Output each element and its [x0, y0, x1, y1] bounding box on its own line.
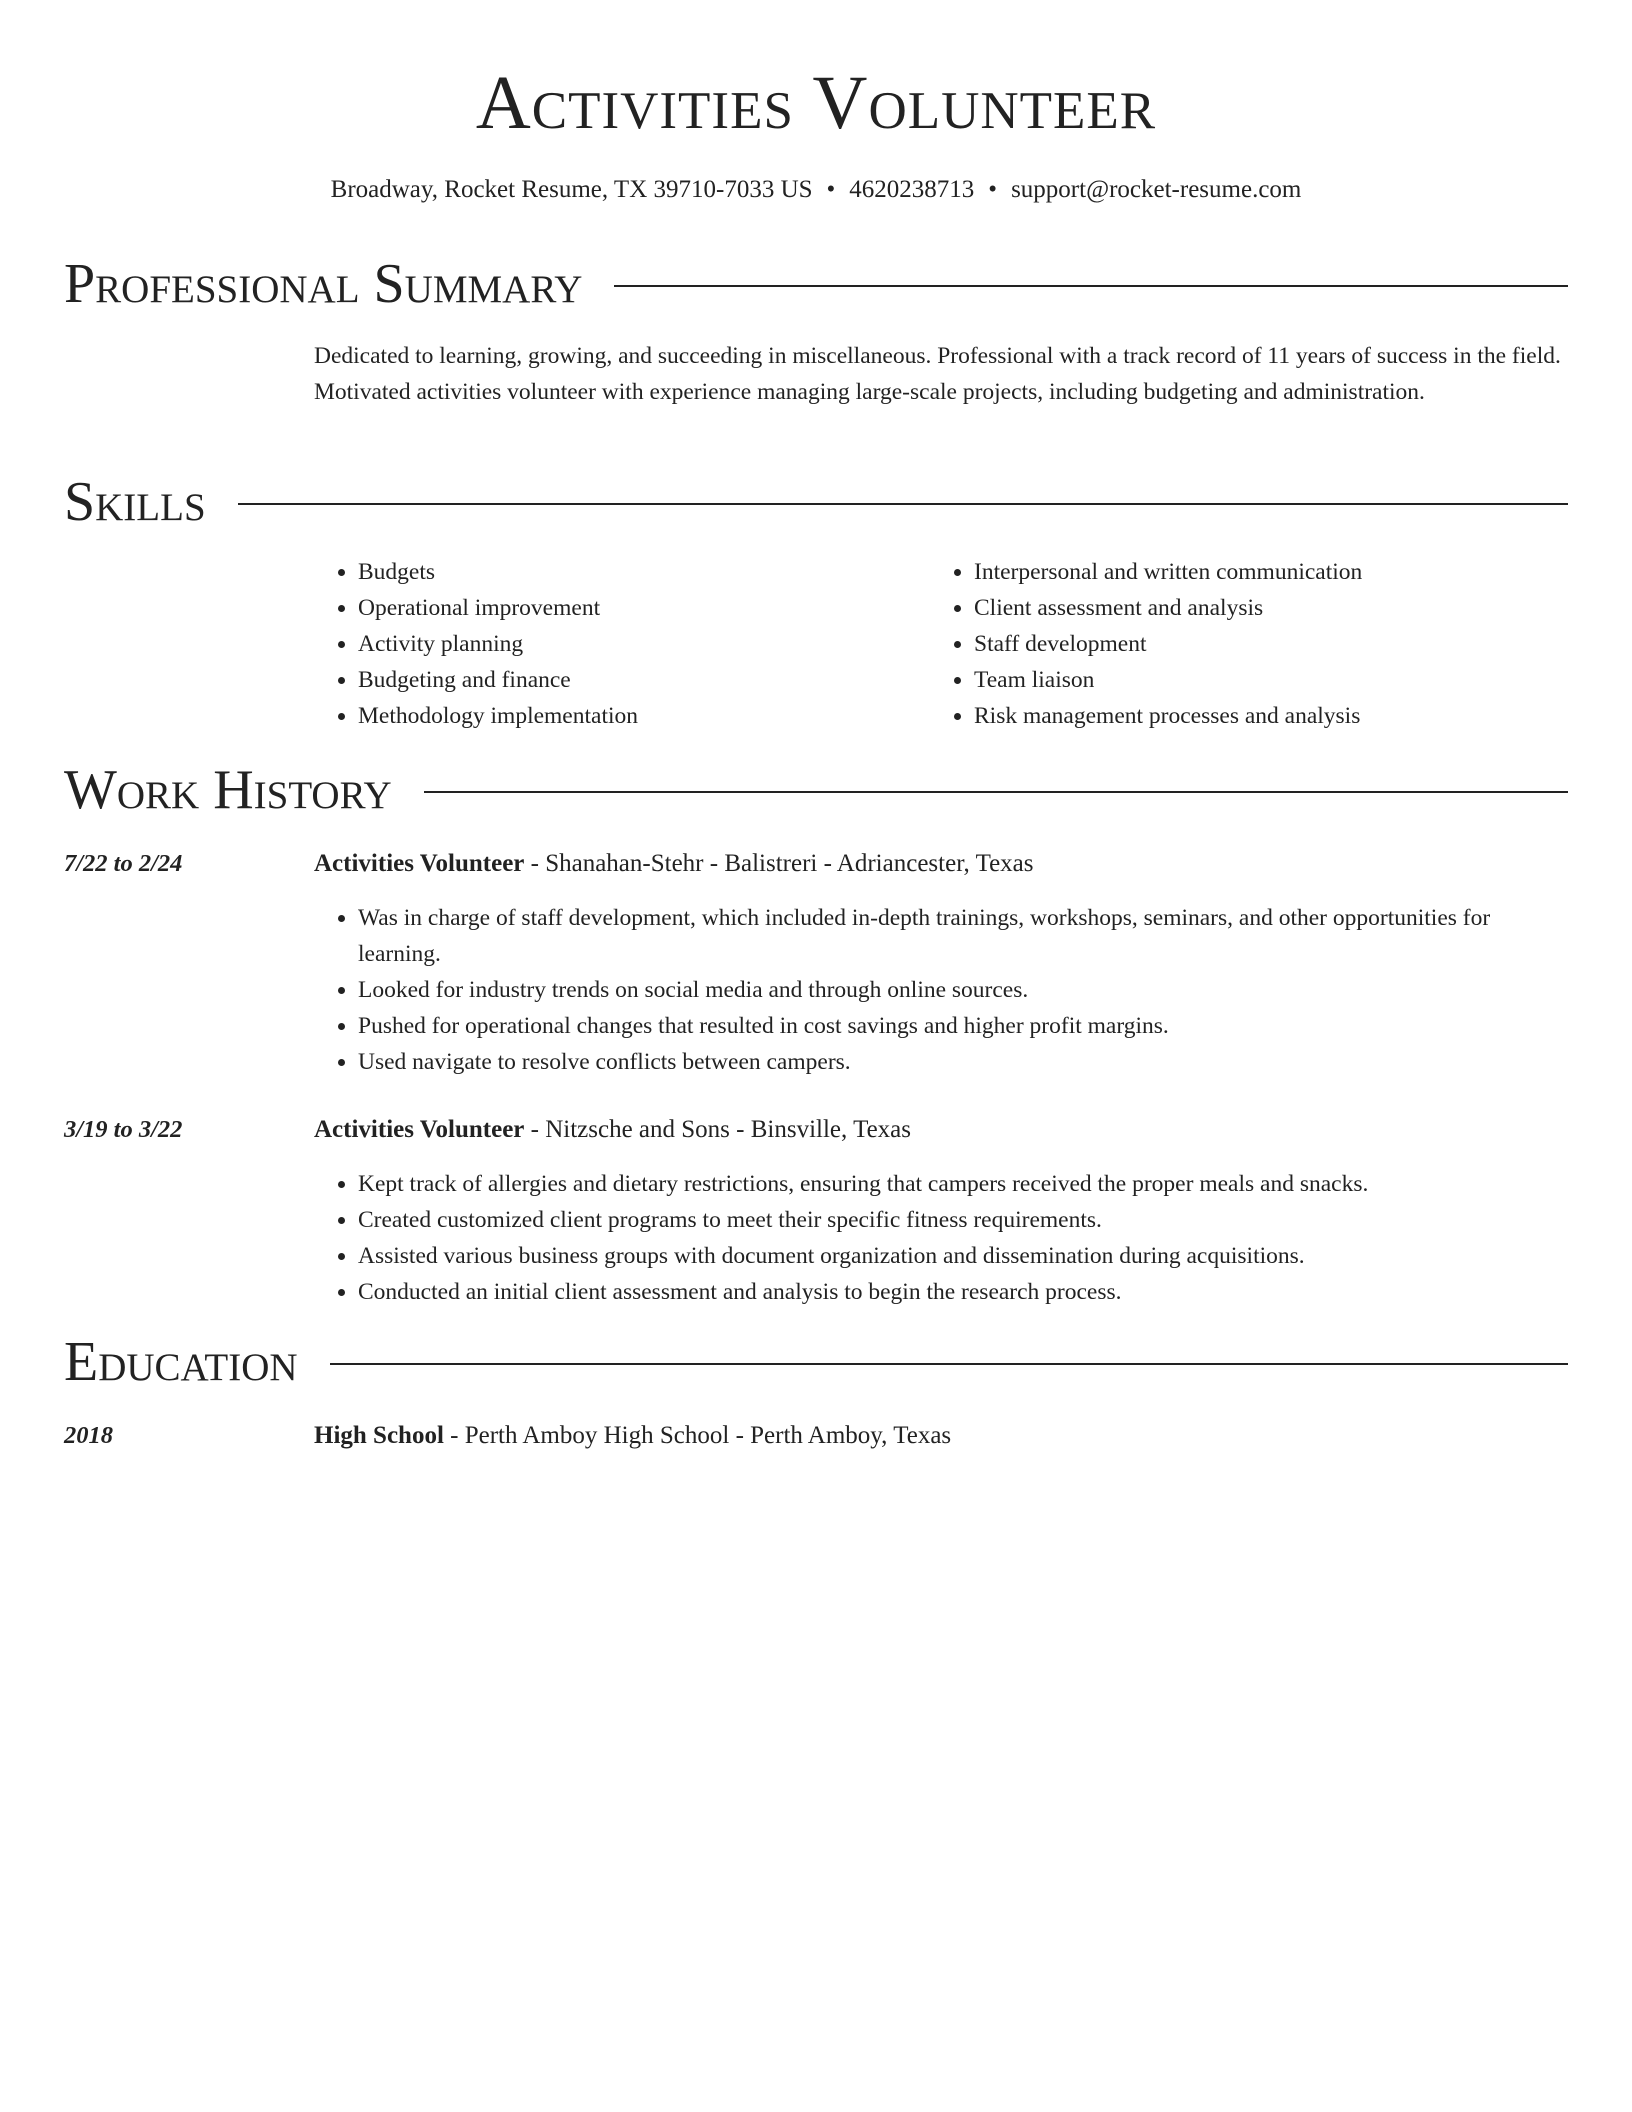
skill-item: • Methodology implementation — [358, 698, 930, 734]
job-entry — [314, 1112, 1568, 1310]
contact-email[interactable]: support@rocket-resume.com — [1011, 176, 1302, 203]
job-details: - Shanahan-Stehr - Balistreri - Adriancester, Texas — [524, 850, 1034, 877]
job-title-line — [314, 846, 1568, 882]
summary-heading: Professional Summary — [64, 253, 583, 315]
skills-list-left — [314, 554, 930, 734]
job-dates: 3/19 to 3/22 — [64, 1116, 183, 1143]
job-bullet: • Conducted an initial client assessment and analysis to begin the research process. — [358, 1274, 1568, 1310]
education-year: 2018 — [64, 1422, 113, 1449]
skill-item: • Interpersonal and written communication — [974, 554, 1546, 590]
candidate-name: Activities Volunteer — [475, 61, 1157, 145]
skills-heading: Skills — [64, 471, 206, 533]
job-bullet: • Looked for industry trends on social media and through online sources. — [358, 972, 1568, 1008]
work-section-header — [64, 758, 1568, 822]
job-dates: 7/22 to 2/24 — [64, 850, 183, 877]
skill-item: • Budgeting and finance — [358, 662, 930, 698]
section-divider — [330, 1363, 1568, 1365]
skills-columns — [314, 554, 1568, 734]
skill-item: • Activity planning — [358, 626, 930, 662]
job-title-line — [314, 1112, 1568, 1148]
education-heading: Education — [64, 1331, 298, 1393]
education-line — [314, 1418, 1568, 1454]
skills-list-right — [930, 554, 1546, 734]
job-bullet: • Used navigate to resolve conflicts between campers. — [358, 1044, 1568, 1080]
job-bullets — [314, 1166, 1568, 1310]
contact-separator: • — [826, 176, 836, 203]
work-heading: Work History — [64, 759, 392, 821]
resume-page — [64, 0, 1568, 1449]
skill-item: • Staff development — [974, 626, 1546, 662]
skills-content — [314, 554, 1568, 734]
skill-item: • Team liaison — [974, 662, 1546, 698]
skill-item: • Operational improvement — [358, 590, 930, 626]
education-section-header — [64, 1330, 1568, 1394]
skill-item: • Client assessment and analysis — [974, 590, 1546, 626]
job-title: Activities Volunteer — [314, 1116, 525, 1143]
skill-item: • Budgets — [358, 554, 930, 590]
job-entry — [314, 846, 1568, 1080]
skill-item: • Risk management processes and analysis — [974, 698, 1546, 734]
section-divider — [424, 791, 1568, 793]
contact-address: Broadway, Rocket Resume, TX 39710-7033 US — [330, 176, 813, 203]
summary-text: Dedicated to learning, growing, and succeeding in miscellaneous. Professional with a track record of 11 years of success in the field. Motivated activities volunteer with experience managing large-scale projects, including budgeting and administration. — [314, 343, 1561, 405]
job-bullet: • Was in charge of staff development, which included in-depth trainings, workshops, seminars, and other opportunities for learning. — [358, 900, 1568, 972]
job-bullet: • Kept track of allergies and dietary restrictions, ensuring that campers received the proper meals and snacks. — [358, 1166, 1568, 1202]
skills-section-header — [64, 470, 1568, 534]
job-bullet: • Created customized client programs to meet their specific fitness requirements. — [358, 1202, 1568, 1238]
contact-phone: 4620238713 — [849, 176, 975, 203]
job-details: - Nitzsche and Sons - Binsville, Texas — [524, 1116, 912, 1143]
contact-separator: • — [988, 176, 998, 203]
contact-line — [64, 172, 1568, 208]
education-details: - Perth Amboy High School - Perth Amboy, Texas — [443, 1422, 952, 1449]
job-bullets — [314, 900, 1568, 1080]
education-degree: High School — [314, 1422, 444, 1449]
section-divider — [238, 503, 1568, 505]
summary-section-header — [64, 252, 1568, 316]
education-entry — [314, 1418, 1568, 1454]
summary-content — [314, 338, 1568, 410]
job-title: Activities Volunteer — [314, 850, 525, 877]
section-divider — [614, 285, 1568, 287]
job-bullet: • Assisted various business groups with document organization and dissemination during acquisitions. — [358, 1238, 1568, 1274]
job-bullet: • Pushed for operational changes that resulted in cost savings and higher profit margins. — [358, 1008, 1568, 1044]
